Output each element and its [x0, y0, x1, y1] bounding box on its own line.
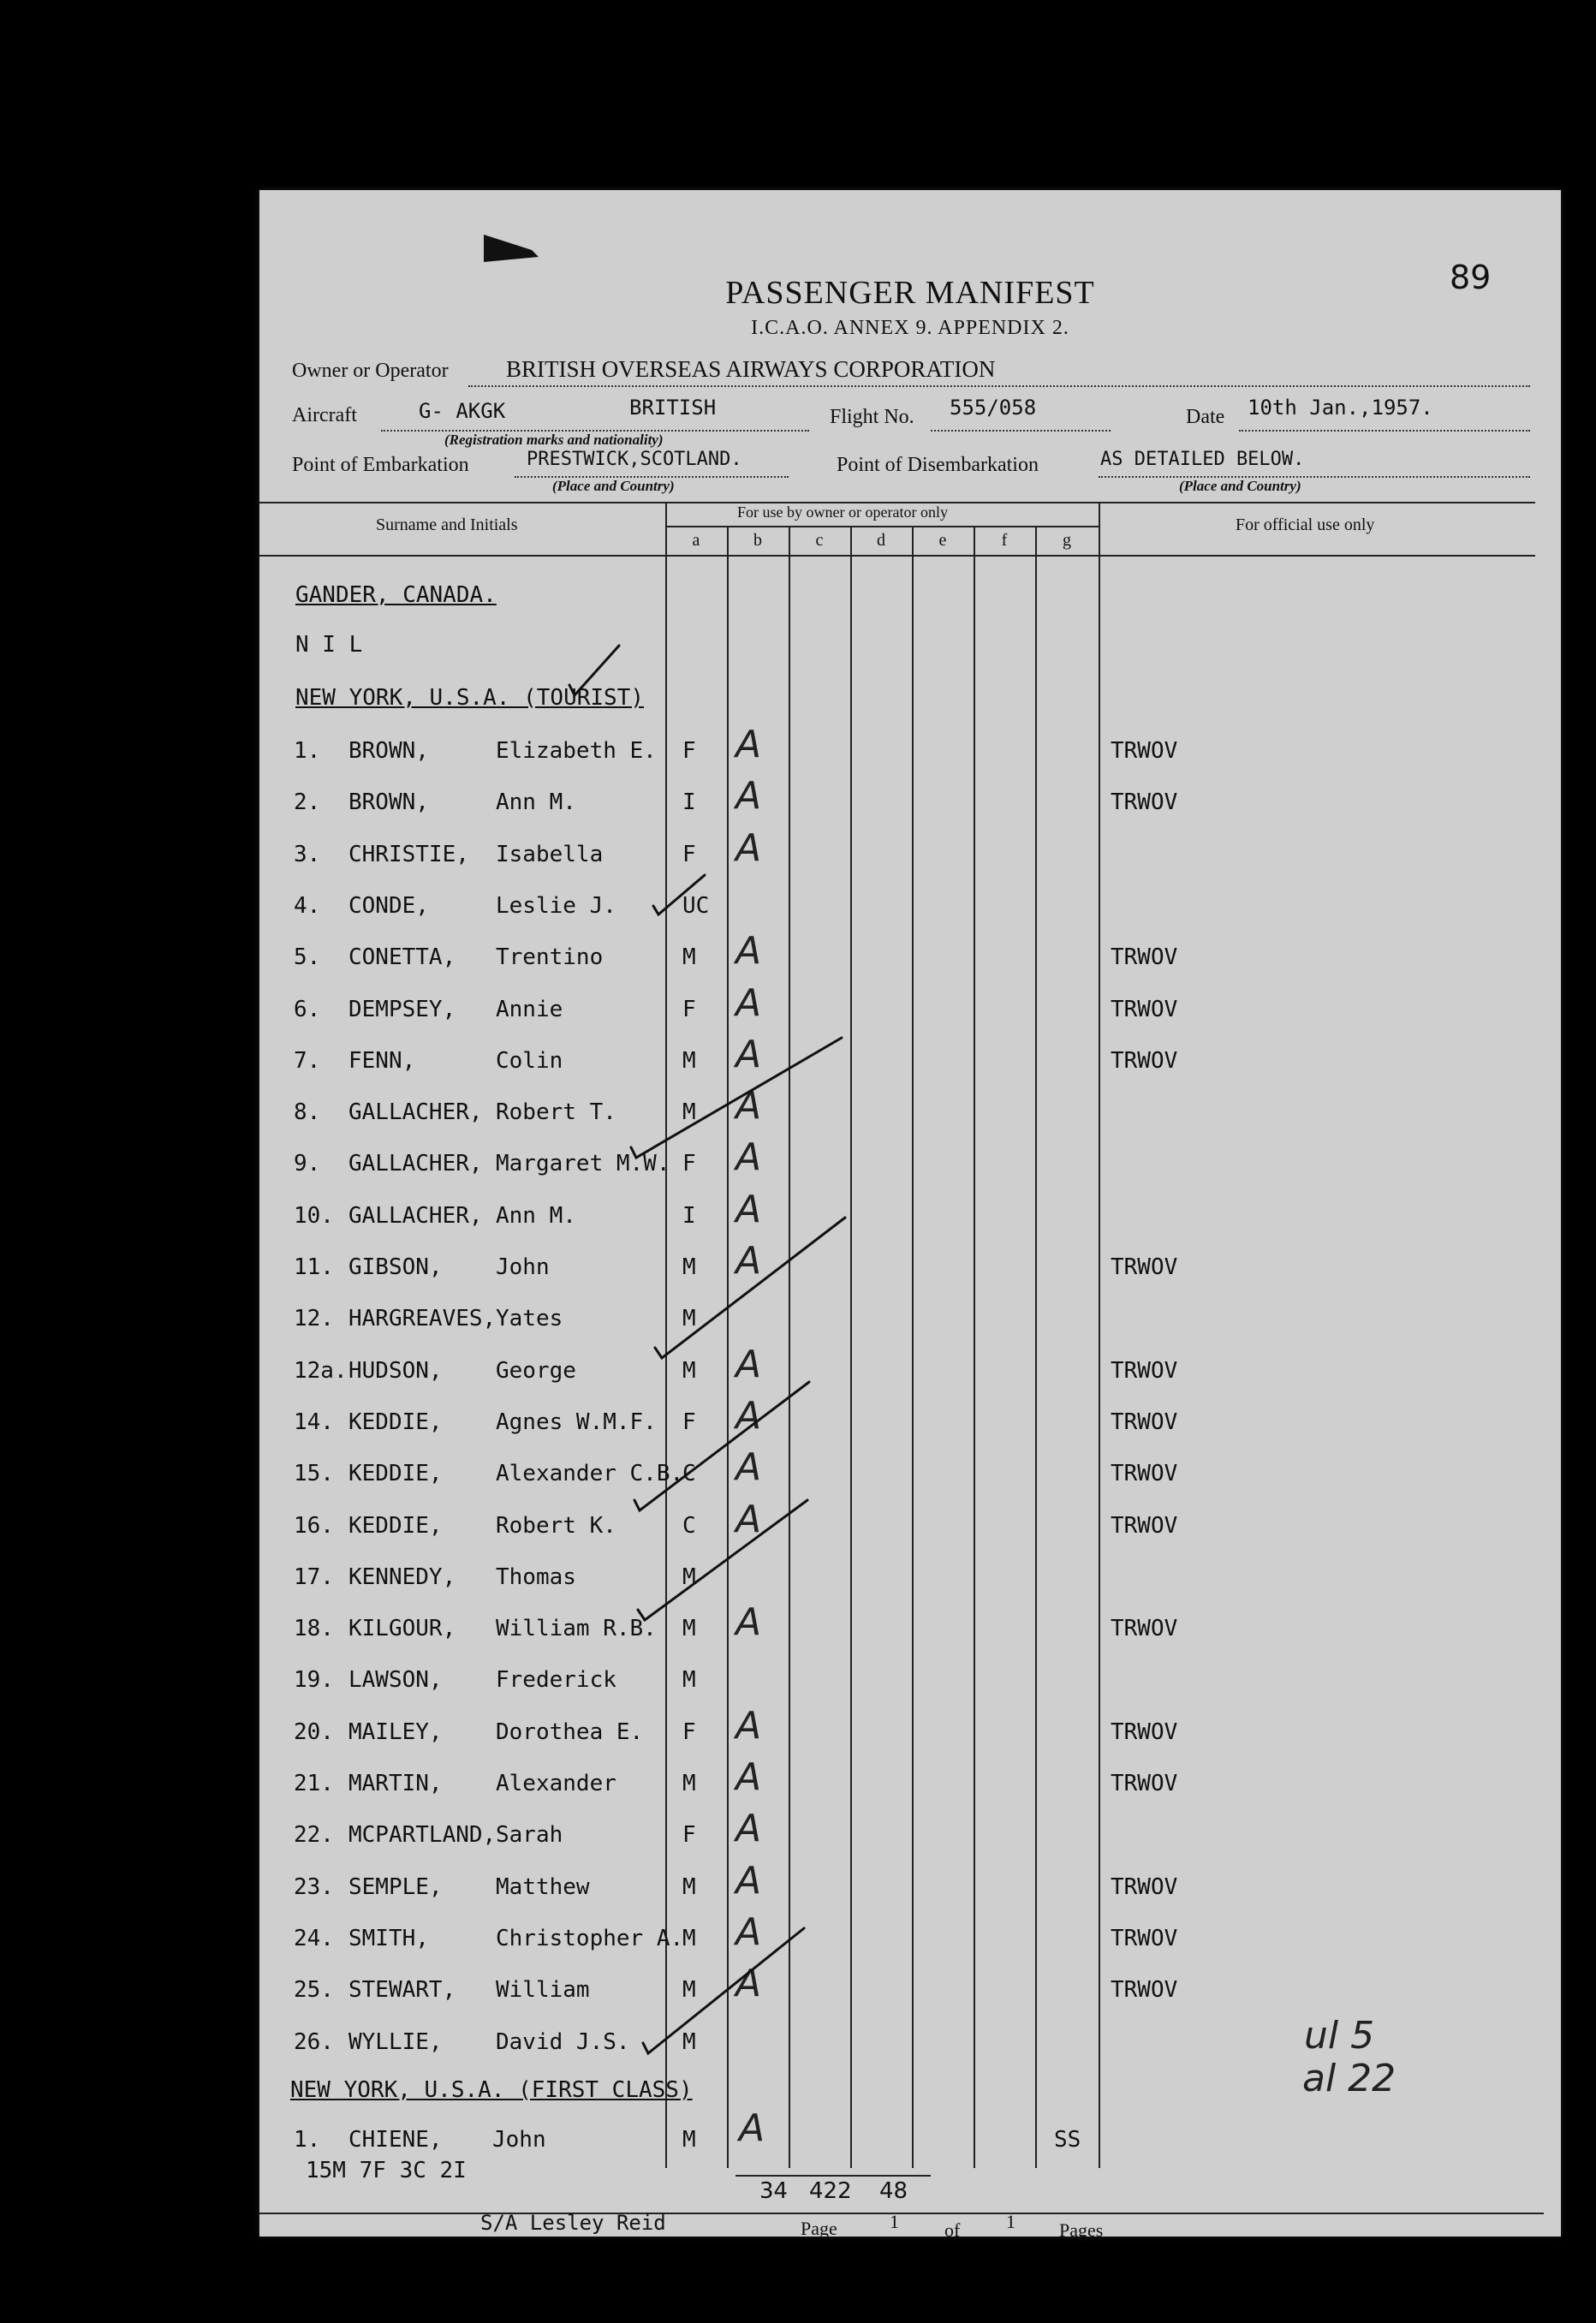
passenger-surname: BROWN, [348, 738, 429, 764]
official-use-code: TRWOV [1111, 1616, 1178, 1641]
passenger-surname: GALLACHER, [348, 1203, 483, 1229]
footer-pages-label: Pages [1059, 2219, 1104, 2241]
passenger-surname: FENN, [348, 1048, 416, 1074]
passenger-surname: CONDE, [348, 893, 429, 919]
flight-value: 555/058 [950, 396, 1037, 420]
passenger-surname: KEDDIE, [348, 1513, 443, 1539]
official-use-code: TRWOV [1111, 1409, 1178, 1435]
subcolumn-header-d: d [877, 531, 885, 550]
check-mark-icon [631, 1038, 842, 1158]
passenger-surname: SMITH, [348, 1926, 429, 1951]
passenger-surname: LAWSON, [348, 1667, 443, 1693]
handwritten-note-line1: ul 5 [1304, 2014, 1375, 2058]
subcolumn-header-b: b [753, 531, 762, 550]
subcolumn-header-f: f [1001, 531, 1008, 550]
embarkation-label: Point of Embarkation [292, 454, 469, 476]
passenger-surname: CHIENE, [348, 2127, 443, 2153]
handwritten-mark-b: A [735, 981, 762, 1025]
date-label: Date [1186, 406, 1225, 428]
passenger-given-name: John [496, 1254, 550, 1280]
passenger-number: 20. [294, 1719, 334, 1745]
passenger-category: F [682, 1822, 696, 1848]
owner-value: BRITISH OVERSEAS AIRWAYS CORPORATION [506, 356, 996, 382]
passenger-number: 26. [294, 2029, 334, 2055]
passenger-surname: CONETTA, [348, 944, 456, 970]
passenger-given-name: Agnes W.M.F. [496, 1409, 657, 1435]
passenger-category: M [682, 2127, 696, 2153]
passenger-category: M [682, 1771, 696, 1796]
passenger-number: 16. [294, 1513, 334, 1539]
passenger-category: F [682, 738, 696, 764]
passenger-given-name: Thomas [496, 1564, 576, 1590]
passenger-category: I [682, 1203, 696, 1229]
passenger-category: F [682, 842, 696, 867]
footer-page-total: 1 [1006, 2211, 1015, 2232]
passenger-given-name: George [496, 1358, 576, 1384]
passenger-surname: MARTIN, [348, 1771, 443, 1796]
disembarkation-label: Point of Disembarkation [837, 454, 1039, 476]
passenger-number: 21. [294, 1771, 334, 1796]
official-use-code: TRWOV [1111, 944, 1178, 970]
handwritten-mark-b: A [735, 1755, 762, 1799]
aircraft-note: (Registration marks and nationality) [444, 432, 664, 448]
section-tourist-text: NEW YORK, U.S.A. (TOURIST) [295, 685, 644, 711]
passenger-number: 1. [294, 738, 321, 764]
passenger-given-name: Robert T. [496, 1099, 616, 1125]
passenger-category: F [682, 997, 696, 1022]
handwritten-mark-b: A [735, 1498, 762, 1541]
checkmark-overlay [259, 190, 1561, 2237]
passenger-given-name: Elizabeth E. [496, 738, 657, 764]
passenger-category: M [682, 2029, 696, 2055]
summary-line: 15M 7F 3C 2I [306, 2158, 467, 2183]
disembarkation-note: (Place and Country) [1179, 478, 1301, 494]
embarkation-note: (Place and Country) [552, 478, 675, 494]
passenger-surname: KEDDIE, [348, 1461, 443, 1486]
passenger-number: 23. [294, 1874, 334, 1900]
column-g-code: SS [1054, 2127, 1081, 2153]
passenger-number: 2. [294, 789, 321, 815]
official-use-code: TRWOV [1111, 1926, 1178, 1951]
passenger-number: 9. [294, 1151, 321, 1176]
footer-page-label: Page [801, 2218, 837, 2239]
passenger-number: 4. [294, 893, 321, 919]
handwritten-mark-b: A [735, 723, 762, 766]
official-use-code: TRWOV [1111, 1254, 1178, 1280]
check-mark-icon [634, 1382, 809, 1510]
aircraft-label: Aircraft [292, 404, 357, 426]
check-mark-icon [653, 875, 705, 914]
handwritten-mark-b: A [735, 826, 762, 870]
check-mark-icon [569, 646, 619, 695]
official-use-code: TRWOV [1111, 789, 1178, 815]
passenger-given-name: Trentino [496, 944, 604, 970]
section-first-class-text: NEW YORK, U.S.A. (FIRST CLASS) [290, 2077, 693, 2103]
passenger-number: 14. [294, 1409, 334, 1435]
passenger-given-name: Isabella [496, 842, 604, 867]
passenger-number: 15. [294, 1461, 334, 1486]
passenger-surname: GALLACHER, [348, 1151, 483, 1176]
passenger-given-name: John [492, 2127, 546, 2153]
passenger-category: I [682, 789, 696, 815]
passenger-surname: BROWN, [348, 789, 429, 815]
passenger-category: M [682, 1099, 696, 1125]
passenger-category: M [682, 1306, 696, 1331]
passenger-category: M [682, 1048, 696, 1074]
document-subtitle: I.C.A.O. ANNEX 9. APPENDIX 2. [751, 317, 1069, 339]
aircraft-registration: G- AKGK [419, 399, 506, 423]
passenger-number: 18. [294, 1616, 334, 1641]
subcolumn-header-c: c [815, 531, 824, 550]
embarkation-value: PRESTWICK,SCOTLAND. [527, 449, 742, 470]
official-use-code: TRWOV [1111, 997, 1178, 1022]
passenger-given-name: Christopher A. [496, 1926, 684, 1951]
official-use-code: TRWOV [1111, 1358, 1178, 1384]
passenger-surname: SEMPLE, [348, 1874, 443, 1900]
passenger-number: 8. [294, 1099, 321, 1125]
passenger-category: C [682, 1461, 696, 1486]
subcolumn-header-a: a [692, 531, 700, 550]
handwritten-note-line2: al 22 [1302, 2057, 1396, 2100]
passenger-surname: KEDDIE, [348, 1409, 443, 1435]
passenger-category: UC [682, 893, 710, 919]
handwritten-mark-b: A [735, 774, 762, 818]
handwritten-mark-b: A [735, 1962, 762, 2005]
handwritten-mark-b: A [735, 1135, 762, 1179]
passenger-given-name: Colin [496, 1048, 563, 1074]
passenger-given-name: Leslie J. [496, 893, 616, 919]
passenger-surname: WYLLIE, [348, 2029, 443, 2055]
passenger-surname: KILGOUR, [348, 1616, 456, 1641]
passenger-given-name: Alexander [496, 1771, 616, 1796]
total-c: 422 [809, 2178, 852, 2204]
passenger-given-name: Alexander C.B. [496, 1461, 684, 1486]
handwritten-mark-b: A [735, 1188, 762, 1231]
handwritten-mark-b: A [735, 1704, 762, 1748]
passenger-number: 25. [294, 1977, 334, 2003]
handwritten-mark-b: A [735, 1445, 762, 1489]
handwritten-mark-b: A [735, 929, 762, 973]
passenger-category: C [682, 1513, 696, 1539]
handwritten-mark-b: A [735, 1859, 762, 1903]
handwritten-mark-b: A [735, 1239, 762, 1283]
handwritten-mark-b: A [735, 1084, 762, 1128]
footer-signature: S/A Lesley Reid [480, 2211, 666, 2235]
handwritten-mark-b: A [735, 1807, 762, 1850]
handwritten-mark-b: A [735, 1910, 762, 1954]
passenger-surname: MAILEY, [348, 1719, 443, 1745]
handwritten-mark-b: A [735, 1343, 762, 1386]
passenger-surname: HUDSON, [348, 1358, 443, 1384]
official-use-code: TRWOV [1111, 1048, 1178, 1074]
passenger-given-name: Annie [496, 997, 563, 1022]
official-use-code: TRWOV [1111, 738, 1178, 764]
passenger-number: 7. [294, 1048, 321, 1074]
passenger-given-name: Ann M. [496, 1203, 576, 1229]
passenger-category: M [682, 1926, 696, 1951]
subcolumn-header-g: g [1063, 531, 1071, 550]
passenger-number: 12. [294, 1306, 334, 1331]
total-d: 48 [879, 2178, 908, 2204]
passenger-category: F [682, 1151, 696, 1176]
check-mark-icon [638, 1500, 807, 1620]
passenger-surname: DEMPSEY, [348, 997, 456, 1022]
passenger-number: 6. [294, 997, 321, 1022]
passenger-surname: GIBSON, [348, 1254, 443, 1280]
section-gander: GANDER, CANADA. [295, 582, 497, 608]
passenger-category: M [682, 944, 696, 970]
date-value: 10th Jan.,1957. [1248, 396, 1433, 420]
passenger-category: F [682, 1719, 696, 1745]
passenger-surname: CHRISTIE, [348, 842, 469, 867]
total-b: 34 [759, 2178, 789, 2204]
passenger-category: M [682, 1616, 696, 1641]
passenger-category: M [682, 1564, 696, 1590]
passenger-number: 5. [294, 944, 321, 970]
passenger-surname: STEWART, [348, 1977, 456, 2003]
passenger-number: 11. [294, 1254, 334, 1280]
passenger-given-name: Yates [496, 1306, 563, 1331]
passenger-given-name: Dorothea E. [496, 1719, 644, 1745]
check-mark-icon [655, 1218, 845, 1358]
passenger-category: M [682, 1667, 696, 1693]
passenger-given-name: Frederick [496, 1667, 616, 1693]
passenger-surname: KENNEDY, [348, 1564, 456, 1590]
owner-label: Owner or Operator [292, 360, 449, 382]
surname-column-header: Surname and Initials [376, 515, 518, 534]
passenger-surname: GALLACHER, [348, 1099, 483, 1125]
aircraft-nationality: BRITISH [629, 396, 717, 420]
passenger-category: M [682, 1358, 696, 1384]
handwritten-mark-b: A [735, 1033, 762, 1076]
owner-use-header: For use by owner or operator only [737, 503, 948, 521]
passenger-given-name: Matthew [496, 1874, 590, 1900]
handwritten-mark-b: A [735, 1600, 762, 1644]
passenger-number: 24. [294, 1926, 334, 1951]
passenger-surname: MCPARTLAND, [348, 1822, 497, 1848]
passenger-category: M [682, 1254, 696, 1280]
passenger-number: 10. [294, 1203, 334, 1229]
footer-of: of [944, 2219, 961, 2241]
passenger-given-name: William R.B. [496, 1616, 657, 1641]
section-gander-nil: N I L [295, 632, 363, 658]
official-use-code: TRWOV [1111, 1977, 1178, 2003]
official-use-code: TRWOV [1111, 1771, 1178, 1796]
passenger-given-name: Margaret M.W. [496, 1151, 670, 1176]
passenger-number: 1. [294, 2127, 321, 2153]
handwritten-mark-b: A [735, 1394, 762, 1438]
passenger-category: F [682, 1409, 696, 1435]
official-use-code: TRWOV [1111, 1461, 1178, 1486]
passenger-given-name: William [496, 1977, 590, 2003]
passenger-number: 22. [294, 1822, 334, 1848]
page-number: 89 [1450, 259, 1492, 296]
handwritten-mark-b: A [739, 2106, 765, 2150]
flight-label: Flight No. [830, 406, 914, 428]
passenger-number: 12a. [294, 1358, 348, 1384]
passenger-given-name: Robert K. [496, 1513, 616, 1539]
passenger-surname: HARGREAVES, [348, 1306, 497, 1331]
passenger-given-name: David J.S. [496, 2029, 630, 2055]
passenger-category: M [682, 1977, 696, 2003]
passenger-number: 19. [294, 1667, 334, 1693]
manifest-sheet [259, 190, 1561, 2241]
official-use-code: TRWOV [1111, 1719, 1178, 1745]
passenger-number: 3. [294, 842, 321, 867]
passenger-category: M [682, 1874, 696, 1900]
passenger-number: 17. [294, 1564, 334, 1590]
passenger-given-name: Sarah [496, 1822, 563, 1848]
official-use-header: For official use only [1236, 515, 1375, 534]
footer-page-num: 1 [890, 2211, 899, 2232]
document-title: PASSENGER MANIFEST [725, 275, 1095, 311]
official-use-code: TRWOV [1111, 1874, 1178, 1900]
check-mark-icon [643, 1928, 804, 2053]
passenger-given-name: Ann M. [496, 789, 576, 815]
official-use-code: TRWOV [1111, 1513, 1178, 1539]
subcolumn-header-e: e [938, 531, 947, 550]
disembarkation-value: AS DETAILED BELOW. [1100, 449, 1305, 470]
